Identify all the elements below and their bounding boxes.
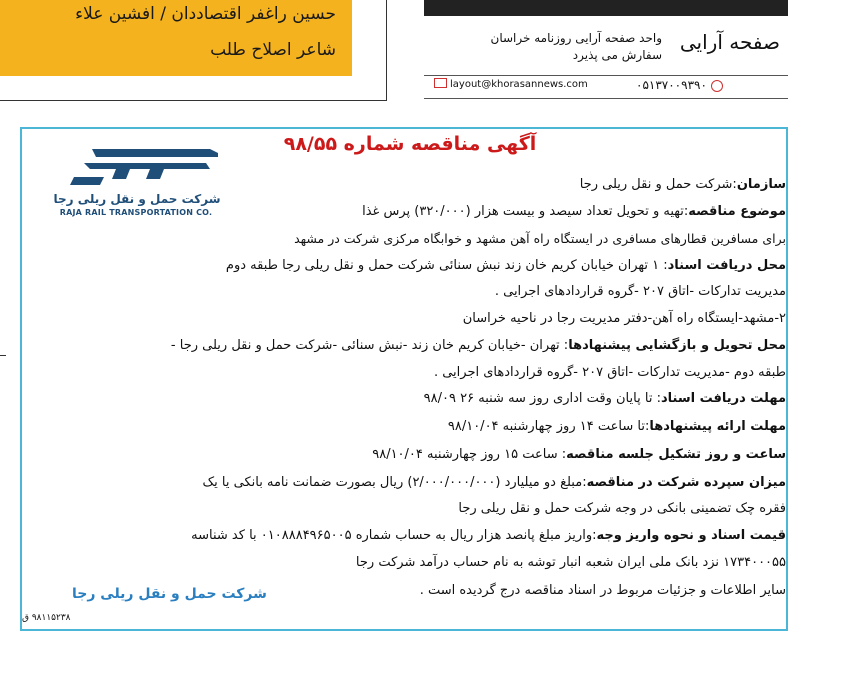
meeting-value: : ساعت ۱۵ روز چهارشنبه ۹۸/۱۰/۰۴ [372,447,567,462]
deadline-offers-value: :تا ساعت ۱۴ روز چهارشنبه ۹۸/۱۰/۰۴ [447,419,650,434]
docs-value: : ۱ تهران خیابان کریم خان زند نبش سنائی شرکت حمل و نقل ریلی رجا طبقه دوم [225,258,668,273]
delivery-line-2: طبقه دوم -مدیریت تدارکات -اتاق ۲۰۷ -گروه قراردادهای اجرایی . [433,365,786,380]
price-line [191,528,786,543]
deadline-offers-line [448,419,786,434]
phone-contact [636,78,723,92]
org-label: سازمان [736,177,786,192]
docs-line-3: ۲-مشهد-ایستگاه راه آهن-دفتر مدیریت رجا در ناحیه خراسان [462,311,786,326]
logo-persian-name: شرکت حمل و نقل ریلی رجا [53,192,221,206]
headline-line-1: حسین راغفر اقتصاددان / افشین علاء [75,4,336,24]
studio-title: صفحه آرایی [679,30,780,54]
logo-english-name: RAJA RAIL TRANSPORTATION CO. [59,208,213,217]
meeting-label: ساعت و روز تشکیل جلسه مناقصه [566,447,786,462]
subject-line [362,204,786,219]
contact-top-rule [424,75,788,76]
delivery-label: محل تحویل و بازگشایی پیشنهادها [568,338,786,353]
price-value: :واریز مبلغ پانصد هزار ریال به حساب شماره ۰۱۰۸۸۸۴۹۶۵۰۰۵ با کد شناسه [191,528,597,543]
docs-label: محل دریافت اسناد [667,258,786,273]
studio-subtitle [430,30,662,64]
docs-line-2: مدیریت تدارکات -اتاق ۲۰۷ -گروه قراردادهای اجرایی . [494,284,786,299]
deposit-label: میزان سپرده شرکت در مناقصه [586,475,786,490]
contact-bottom-rule [424,98,788,99]
headline-line-2: شاعر اصلاح طلب [210,40,336,60]
email-text: layout@khorasannews.com [450,79,588,90]
price-line-2: ۱۷۳۴۰۰۰۵۵ نزد بانک ملی ایران شعبه انبار توشه به نام حساب درآمد شرکت رجا [355,555,786,570]
column-bottom-rule [0,100,387,101]
delivery-value: : تهران -خیابان کریم خان زند -نبش سنائی -شرکت حمل و نقل ریلی رجا - [170,338,569,353]
other-info-line: سایر اطلاعات و جزئیات مربوط در اسناد مناقصه درج گردیده است . [419,583,786,598]
deadline-docs-line [424,391,786,406]
tender-title: آگهی مناقصه شماره ۹۸/۵۵ [283,133,537,155]
header-bar [424,0,788,16]
mail-icon [434,78,447,88]
email-contact[interactable] [434,79,588,90]
deadline-docs-label: مهلت دریافت اسناد [660,391,786,406]
company-signature: شرکت حمل و نقل ریلی رجا [72,586,267,602]
subject-line-2: برای مسافرین قطارهای مسافری در ایستگاه راه آهن مشهد و خوابگاه مرکزی شرکت در مشهد [294,231,786,246]
phone-icon [711,80,723,92]
deposit-line-2: فقره چک تضمینی بانکی در وجه شرکت حمل و نقل ریلی رجا [458,501,786,516]
deadline-offers-label: مهلت ارائه پیشنهادها [649,419,786,434]
delivery-line [171,338,786,353]
docs-line [226,258,786,273]
phone-text: ۰۵۱۳۷۰۰۹۳۹۰ [636,78,707,92]
meeting-line [372,447,786,462]
deadline-docs-value: : تا پایان وقت اداری روز سه شنبه ۲۶ ۹۸/۰۹ [423,391,661,406]
headline-box [0,0,352,76]
column-divider [386,0,387,100]
contact-row [424,78,788,96]
studio-sub-line-2: سفارش می پذیرد [572,48,662,62]
studio-sub-line-1: واحد صفحه آرایی روزنامه خراسان [490,31,662,45]
subject-value: :تهیه و تحویل تعداد سیصد و بیست هزار (۳۲۰/۰۰۰) پرس غذا [362,204,689,219]
deposit-value: :مبلغ دو میلیارد (۲/۰۰۰/۰۰۰/۰۰۰) ریال بصورت ضمانت نامه بانکی یا یک [202,475,587,490]
ad-reference-code: ۹۸۱۱۵۲۳۸ ق [22,613,71,623]
margin-tick [0,355,6,356]
org-line [580,177,786,192]
deposit-line [203,475,786,490]
org-value: :شرکت حمل و نقل ریلی رجا [579,177,737,192]
price-label: قیمت اسناد و نحوه واریز وجه [596,528,786,543]
subject-label: موضوع مناقصه [688,204,786,219]
